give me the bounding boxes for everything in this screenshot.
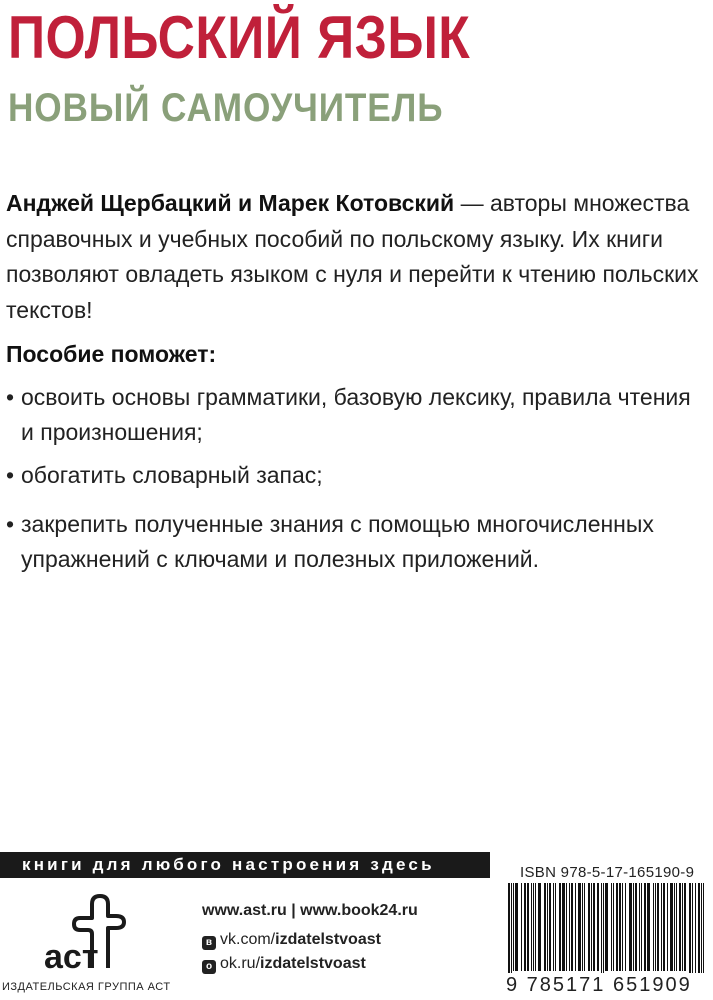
vk-handle: izdatelstvoast [275, 931, 381, 948]
barcode-bar [538, 883, 541, 971]
barcode-bar [544, 883, 546, 971]
tagline-bar: книги для любого настроения здесь [0, 852, 490, 878]
vk-icon: в [202, 936, 216, 950]
barcode-bar [676, 883, 677, 971]
ok-icon: о [202, 960, 216, 974]
vk-link[interactable] [202, 931, 381, 950]
list-item: • освоить основы грамматики, базовую лексику, правила чтения и произношения; [6, 380, 706, 450]
barcode-bar [635, 883, 637, 971]
barcode-bar [535, 883, 536, 971]
barcode-bar [629, 883, 632, 971]
book-subtitle: НОВЫЙ САМОУЧИТЕЛЬ [8, 86, 444, 130]
authors-name: Анджей Щербацкий и Марек Котовский [6, 190, 455, 216]
ok-handle: izdatelstvoast [260, 955, 366, 972]
barcode-bar [653, 883, 654, 971]
ok-link[interactable] [202, 955, 366, 974]
barcode-bar [524, 883, 526, 971]
ok-prefix: ok.ru/ [220, 955, 261, 972]
barcode-bar [657, 883, 659, 971]
barcode-bar [644, 883, 646, 971]
barcode-bar [703, 883, 704, 978]
barcode-bar [601, 883, 602, 978]
barcode-bar [641, 883, 642, 971]
barcode-bar [605, 883, 608, 971]
barcode-bar [695, 883, 696, 978]
barcode-bar [588, 883, 590, 971]
barcode-bar [655, 883, 656, 971]
barcode-bar [597, 883, 599, 971]
barcode-bar [679, 883, 681, 971]
intro-text: — авторы множества справочных и учебных пособий по польскому языку. Их книги позволяют овладеть языком с нуля и перейти к чтению польских текстов! [6, 190, 699, 323]
barcode-bar [625, 883, 626, 971]
barcode-bar [584, 883, 585, 971]
barcode-bar [549, 883, 551, 971]
barcode-bar [527, 883, 529, 971]
barcode-bar [559, 883, 561, 971]
barcode-bar [513, 883, 514, 971]
barcode-bar [613, 883, 614, 971]
publisher-name: ИЗДАТЕЛЬСКАЯ ГРУППА АСТ [2, 981, 171, 993]
vk-prefix: vk.com/ [220, 931, 276, 948]
barcode-bar [603, 883, 604, 978]
isbn-number: ISBN 978-5-17-165190-9 [520, 864, 695, 881]
barcode-bar [521, 883, 522, 971]
barcode [506, 883, 706, 978]
barcode-bar [622, 883, 623, 971]
barcode-bar [619, 883, 621, 971]
barcode-bar [698, 883, 700, 978]
barcode-bar [566, 883, 567, 971]
barcode-bar [547, 883, 548, 971]
benefits-list [6, 380, 706, 577]
barcode-bar [663, 883, 665, 971]
barcode-bar [611, 883, 612, 971]
barcode-bar [591, 883, 592, 971]
barcode-bar [511, 883, 512, 978]
help-heading: Пособие поможет: [6, 341, 217, 367]
barcode-bar [670, 883, 673, 971]
intro-paragraph [6, 186, 706, 328]
barcode-bar [553, 883, 554, 971]
barcode-bar [692, 883, 693, 978]
ast-logo [40, 890, 130, 972]
barcode-bar [616, 883, 618, 971]
barcode-bar [674, 883, 675, 971]
barcode-bar [531, 883, 532, 971]
barcode-bar [633, 883, 634, 971]
book-title: ПОЛЬСКИЙ ЯЗЫК [8, 4, 471, 71]
barcode-bar [661, 883, 662, 971]
barcode-bar [701, 883, 702, 978]
barcode-bar [684, 883, 686, 971]
list-item: • обогатить словарный запас; [6, 458, 706, 493]
barcode-bar [575, 883, 576, 971]
barcode-bar [562, 883, 565, 971]
logo-text: аст [44, 938, 99, 972]
barcode-bar [569, 883, 570, 971]
barcode-bar [647, 883, 650, 971]
barcode-bar [555, 883, 556, 971]
barcode-bar [571, 883, 573, 971]
barcode-bar [578, 883, 581, 971]
barcode-bar [639, 883, 640, 971]
list-item: • закрепить полученные знания с помощью многочисленных упражнений с ключами и полезных приложений. [6, 507, 706, 577]
barcode-bar [667, 883, 668, 971]
barcode-bar [593, 883, 595, 971]
barcode-digits: 9 785171 651909 [506, 973, 706, 997]
barcode-bar [682, 883, 683, 971]
barcode-bar [582, 883, 583, 971]
barcode-bar [515, 883, 518, 971]
barcode-bar [689, 883, 691, 978]
barcode-bar [508, 883, 510, 978]
barcode-bar [533, 883, 534, 971]
website-links[interactable]: www.ast.ru | www.book24.ru [202, 902, 418, 919]
